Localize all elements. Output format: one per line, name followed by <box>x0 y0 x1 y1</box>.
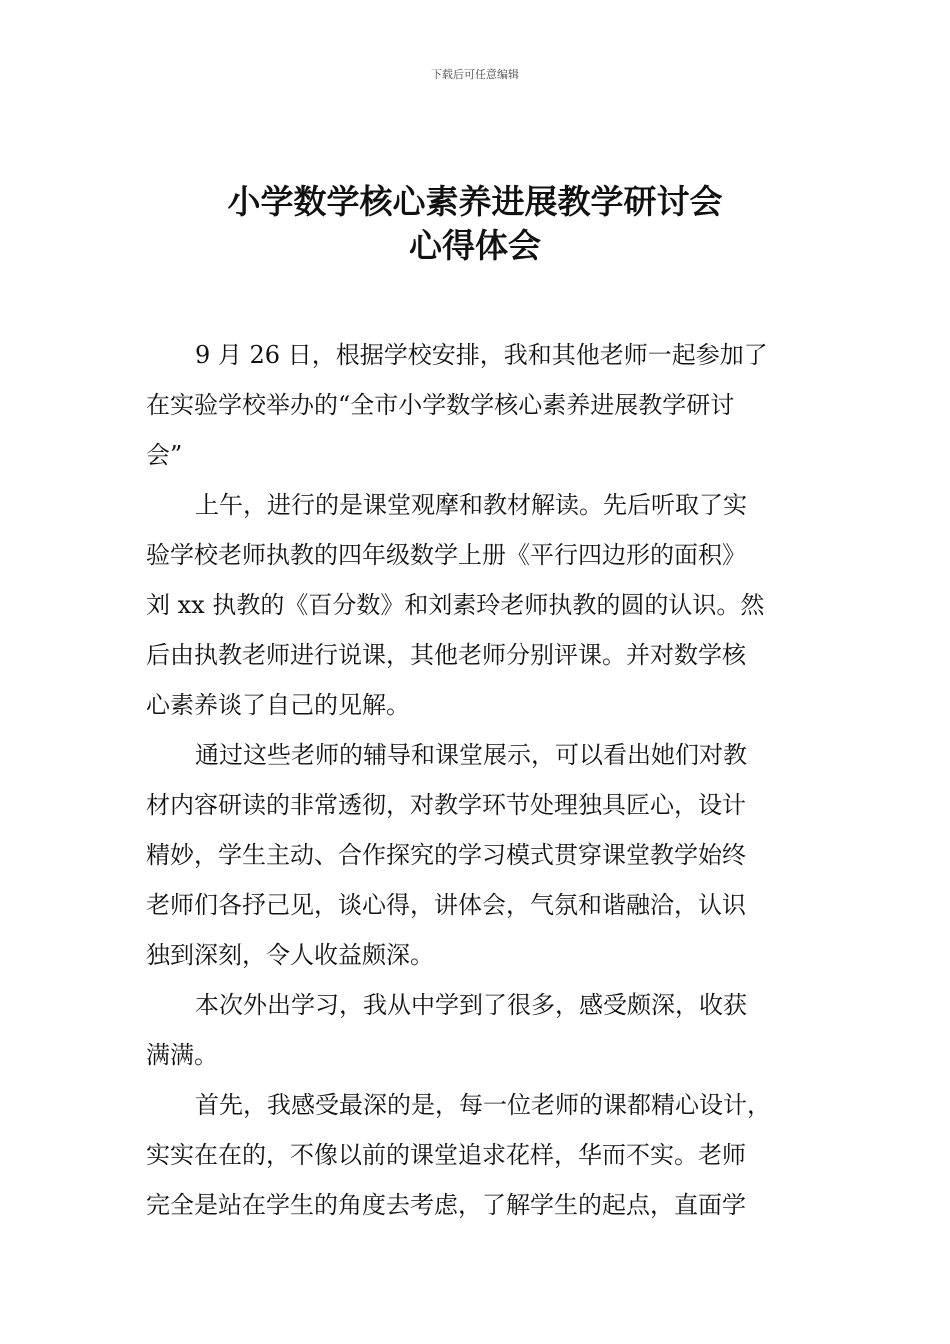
text-line: 通过这些老师的辅导和课堂展示，可以看出她们对教 <box>195 741 747 769</box>
text-line: 后由执教老师进行说课，其他老师分别评课。并对数学核 <box>146 641 746 669</box>
text-line: 老师们各抒己见，谈心得，讲体会，气氛和谐融洽，认识 <box>146 891 746 919</box>
text-line: 会” <box>146 441 183 469</box>
text-line: 心素养谈了自己的见解。 <box>146 691 410 719</box>
text-line: 刘 xx 执教的《百分数》和刘素玲老师执教的圆的认识。然 <box>146 591 765 619</box>
text-line: 在实验学校举办的“全市小学数学核心素养进展教学研讨 <box>146 391 735 419</box>
text-line: 验学校老师执教的四年级数学上册《平行四边形的面积》 <box>146 541 746 569</box>
title-line-2: 心得体会 <box>409 226 541 265</box>
text-line: 9 月 26 日，根据学校安排，我和其他老师一起参加了 <box>195 341 768 369</box>
text-line: 本次外出学习，我从中学到了很多，感受颇深，收获 <box>195 991 747 1019</box>
text-line: 精妙，学生主动、合作探究的学习模式贯穿课堂教学始终 <box>146 841 746 869</box>
text-line: 满满。 <box>146 1041 218 1069</box>
text-line: 材内容研读的非常透彻，对教学环节处理独具匠心，设计 <box>146 791 746 819</box>
text-line: 首先，我感受最深的是，每一位老师的课都精心设计， <box>195 1091 771 1119</box>
document-body <box>146 330 811 1230</box>
title-line-1: 小学数学核心素养进展教学研讨会 <box>227 182 723 221</box>
document-title <box>0 180 950 268</box>
text-line: 实实在在的，不像以前的课堂追求花样，华而不实。老师 <box>146 1141 746 1169</box>
page-header-note: 下载后可任意编辑 <box>431 68 519 81</box>
text-line: 上午，进行的是课堂观摩和教材解读。先后听取了实 <box>195 491 747 519</box>
text-line: 完全是站在学生的角度去考虑，了解学生的起点，直面学 <box>146 1191 746 1219</box>
text-line: 独到深刻，令人收益颇深。 <box>146 941 434 969</box>
